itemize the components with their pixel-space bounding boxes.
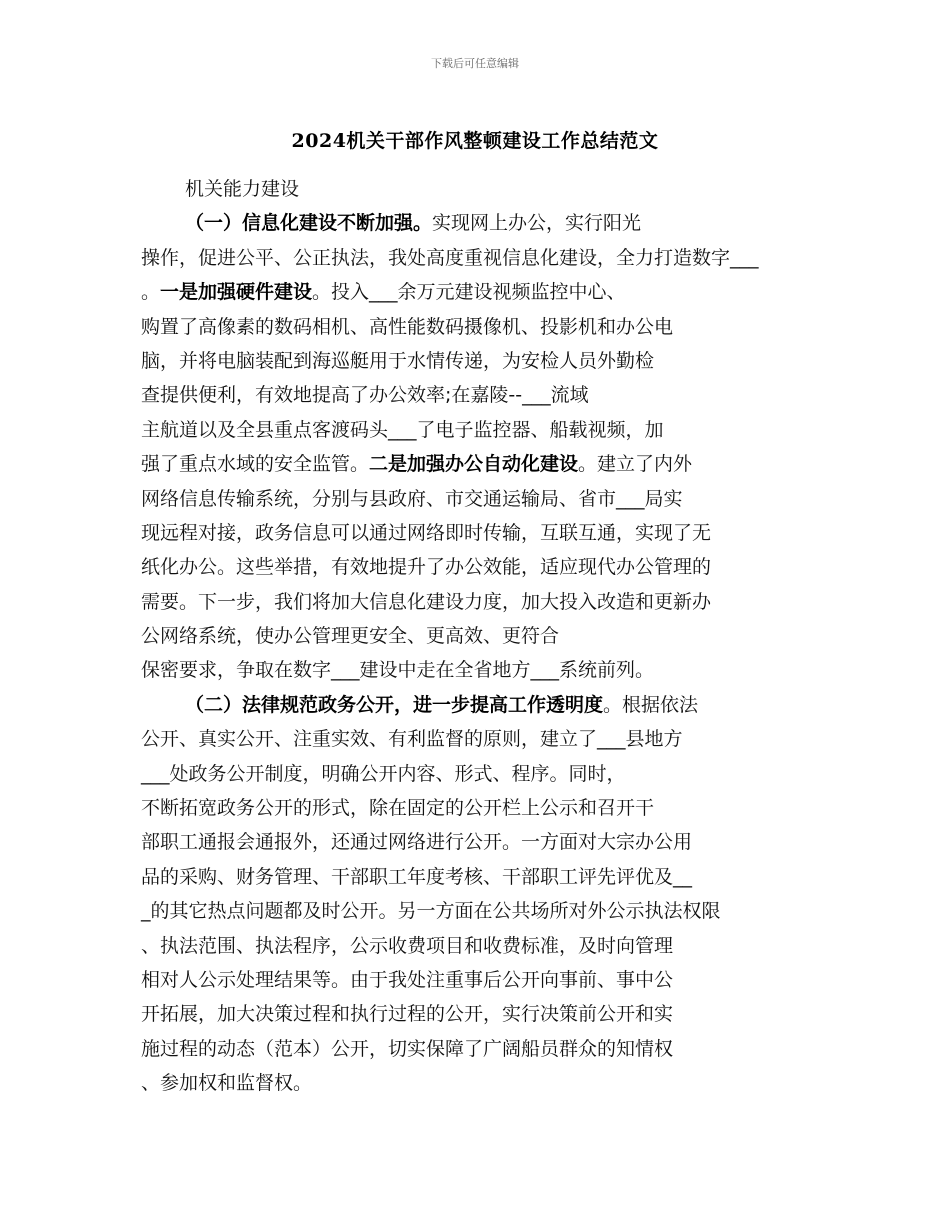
text-line xyxy=(141,1066,817,1100)
document-title: 2024机关干部作风整顿建设工作总结范文 xyxy=(291,130,659,152)
text-line xyxy=(141,344,817,378)
paragraph-lead: （一）信息化建设不断加强。 xyxy=(185,212,433,235)
paragraph-text: 网络信息传输系统，分别与县政府、市交通运输局、省市___局实 xyxy=(141,487,683,510)
paragraph-lead: （二）法律规范政务公开，进一步提高工作透明度 xyxy=(185,693,604,716)
text-line xyxy=(141,963,817,997)
paragraph-emphasis: 一是加强硬件建设 xyxy=(160,281,313,304)
paragraph-text: 开拓展，加大决策过程和执行过程的公开，实行决策前公开和实 xyxy=(141,1003,674,1026)
section-heading: 机关能力建设 xyxy=(185,178,300,200)
text-line xyxy=(141,310,817,344)
paragraph-text: 部职工通报会通报外，还通过网络进行公开。一方面对大宗办公用 xyxy=(141,831,693,854)
text-line xyxy=(141,550,817,584)
paragraph-text: 施过程的动态（范本）公开，切实保障了广阔船员群众的知情权 xyxy=(141,1037,674,1060)
paragraph-text: ___处政务公开制度，明确公开内容、形式、程序。同时， xyxy=(141,762,626,785)
text-line xyxy=(141,447,817,481)
paragraph-text: 购置了高像素的数码相机、高性能数码摄像机、投影机和办公电 xyxy=(141,315,674,338)
text-line xyxy=(141,860,817,894)
paragraph-text: 操作，促进公平、公正执法，我处高度重视信息化建设，全力打造数字___ xyxy=(141,246,759,269)
paragraph-text: 、执法范围、执法程序，公示收费项目和收费标准，及时向管理 xyxy=(141,934,674,957)
paragraph-text: 脑，并将电脑装配到海巡艇用于水情传递，为安检人员外勤检 xyxy=(141,349,655,372)
text-line xyxy=(141,1032,817,1066)
paragraph-text: 不断拓宽政务公开的形式，除在固定的公开栏上公示和召开干 xyxy=(141,797,655,820)
paragraph-text: 公开、真实公开、注重实效、有利监督的原则，建立了___县地方 xyxy=(141,728,683,751)
paragraph-emphasis: 二是加强办公自动化建设 xyxy=(369,453,579,476)
paragraph-text: 。 xyxy=(141,281,161,304)
paragraph-text: 实现网上办公，实行阳光 xyxy=(432,212,642,235)
header-note: 下载后可任意编辑 xyxy=(431,57,519,70)
text-line xyxy=(141,722,817,756)
document-body xyxy=(141,172,817,1101)
paragraph-2 xyxy=(141,688,817,1101)
text-line xyxy=(141,516,817,550)
paragraph-text: 相对人公示处理结果等。由于我处注重事后公开向事前、事中公 xyxy=(141,968,674,991)
text-line xyxy=(141,482,817,516)
paragraph-text: 。根据依法 xyxy=(603,693,699,716)
paragraph-text: 。投入___余万元建设视频监控中心、 xyxy=(312,281,626,304)
text-line xyxy=(141,997,817,1031)
paragraph-text: _的其它热点问题都及时公开。另一方面在公共场所对外公示执法权限 xyxy=(141,900,721,923)
text-line xyxy=(141,206,817,240)
paragraph-text: 现远程对接，政务信息可以通过网络即时传输，互联互通，实现了无 xyxy=(141,521,712,544)
paragraph-text: 品的采购、财务管理、干部职工年度考核、干部职工评先评优及__ xyxy=(141,865,693,888)
text-line xyxy=(141,619,817,653)
paragraph-text: 。建立了内外 xyxy=(578,453,693,476)
text-line: 保密要求，争取在数字___建设中走在全省地方___系统前列。 xyxy=(141,659,655,682)
text-line xyxy=(141,688,817,722)
paragraph-text: 强了重点水域的安全监管。 xyxy=(141,453,370,476)
paragraph-1 xyxy=(141,206,817,687)
paragraph-text: 公网络系统，使办公管理更安全、更高效、更符合 xyxy=(141,625,560,648)
paragraph-text: 需要。下一步，我们将加大信息化建设力度，加大投入改造和更新办 xyxy=(141,590,712,613)
text-line xyxy=(141,757,817,791)
paragraph-text: 主航道以及全县重点客渡码头___了电子监控器、船载视频，加 xyxy=(141,418,664,441)
text-line xyxy=(141,791,817,825)
text-line xyxy=(141,378,817,412)
text-line xyxy=(141,585,817,619)
text-line xyxy=(141,825,817,859)
text-line xyxy=(141,241,817,275)
paragraph-text: 纸化办公。这些举措，有效地提升了办公效能，适应现代办公管理的 xyxy=(141,556,712,579)
text-line xyxy=(141,413,817,447)
paragraph-text: 查提供便利，有效地提高了办公效率;在嘉陵--___流域 xyxy=(141,384,589,407)
text-line xyxy=(141,275,817,309)
paragraph-text: 、参加权和监督权。 xyxy=(141,1072,313,1095)
text-line xyxy=(141,894,817,928)
text-line xyxy=(141,929,817,963)
